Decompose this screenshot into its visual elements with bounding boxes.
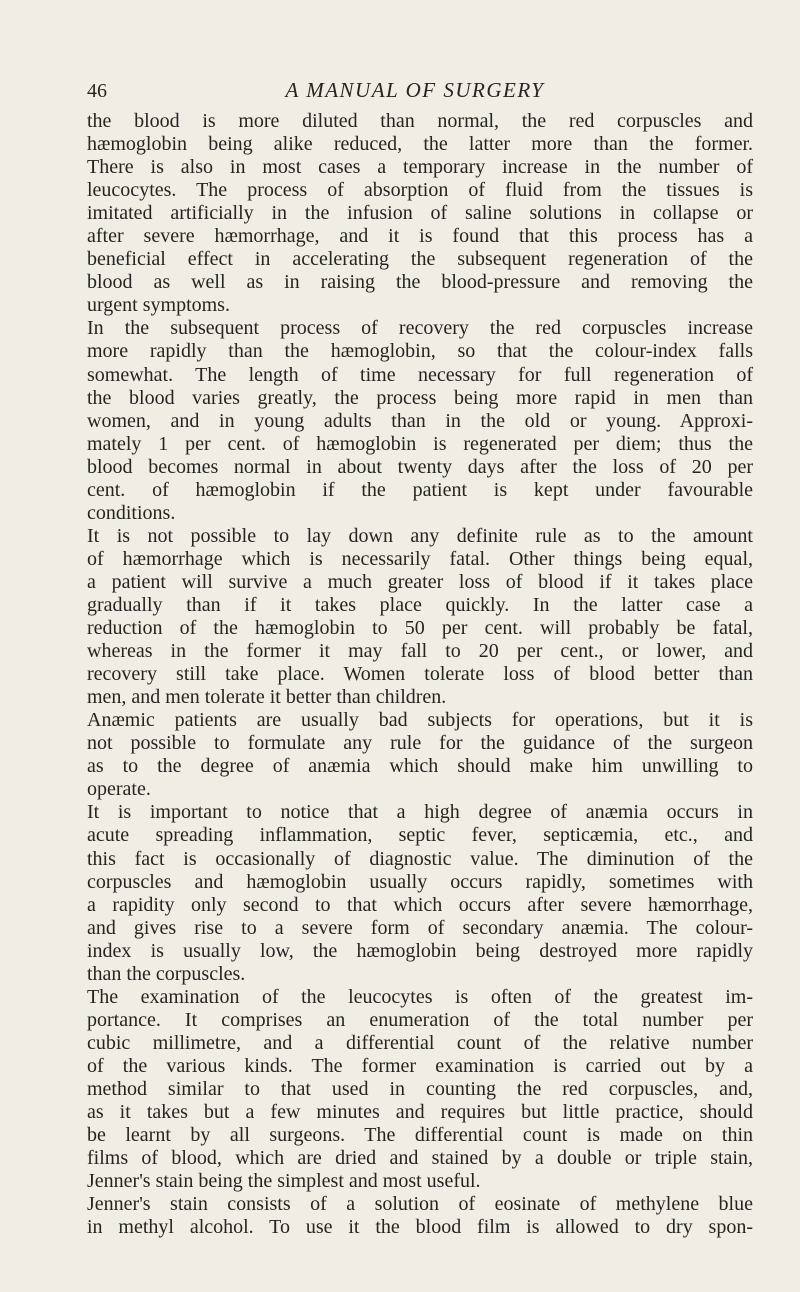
page-number: 46 [87, 80, 107, 102]
text-line: urgent symptoms. [87, 294, 230, 317]
text-line: of hæmorrhage which is necessarily fatal. Other things being equal, [87, 547, 753, 570]
text-line: portance. It comprises an enumeration of the total number per [87, 1008, 753, 1031]
text-line: cent. of hæmoglobin if the patient is kept under favourable [87, 478, 753, 501]
paragraph [87, 709, 753, 801]
text-line: operate. [87, 778, 151, 801]
text-line: Jenner's stain consists of a solution of eosinate of methylene blue [87, 1193, 753, 1216]
text-line: Jenner's stain being the simplest and most useful. [87, 1170, 481, 1193]
text-line: after severe hæmorrhage, and it is found that this process has a [87, 225, 753, 248]
text-line: as it takes but a few minutes and requires but little practice, should [87, 1101, 753, 1124]
text-line: imitated artificially in the infusion of saline solutions in collapse or [87, 202, 753, 225]
text-line: leucocytes. The process of absorption of fluid from the tissues is [87, 179, 753, 202]
text-line: more rapidly than the hæmoglobin, so that the colour-index falls [87, 340, 753, 363]
text-line: It is not possible to lay down any definite rule as to the amount [87, 524, 753, 547]
text-line: It is important to notice that a high degree of anæmia occurs in [87, 801, 753, 824]
text-line: somewhat. The length of time necessary for full regeneration of [87, 363, 753, 386]
paragraph [87, 110, 753, 317]
text-line: than the corpuscles. [87, 962, 246, 985]
text-line: the blood varies greatly, the process being more rapid in men than [87, 386, 753, 409]
paragraph [87, 525, 753, 709]
text-line: Anæmic patients are usually bad subjects for operations, but it is [87, 709, 753, 732]
text-line: a patient will survive a much greater loss of blood if it takes place [87, 570, 753, 593]
paragraph [87, 986, 753, 1193]
text-line: in methyl alcohol. To use it the blood film is allowed to dry spon- [87, 1216, 753, 1239]
text-line: a rapidity only second to that which occurs after severe hæmorrhage, [87, 893, 753, 916]
text-line: blood as well as in raising the blood-pressure and removing the [87, 271, 753, 294]
text-line: be learnt by all surgeons. The differential count is made on thin [87, 1124, 753, 1147]
text-line: In the subsequent process of recovery the red corpuscles increase [87, 317, 753, 340]
text-line: films of blood, which are dried and stained by a double or triple stain, [87, 1147, 753, 1170]
page-body [87, 110, 753, 1239]
running-title: A MANUAL OF SURGERY [285, 78, 545, 102]
text-line: hæmoglobin being alike reduced, the latter more than the former. [87, 133, 753, 156]
text-line: There is also in most cases a temporary increase in the number of [87, 156, 753, 179]
paragraph [87, 317, 753, 524]
paragraph [87, 1193, 753, 1239]
text-line: of the various kinds. The former examination is carried out by a [87, 1054, 753, 1077]
text-line: whereas in the former it may fall to 20 per cent., or lower, and [87, 640, 753, 663]
text-line: as to the degree of anæmia which should make him unwilling to [87, 755, 753, 778]
text-line: acute spreading inflammation, septic fever, septicæmia, etc., and [87, 824, 753, 847]
text-line: men, and men tolerate it better than children. [87, 686, 447, 709]
paragraph [87, 801, 753, 985]
text-line: not possible to formulate any rule for the guidance of the surgeon [87, 732, 753, 755]
text-line: gradually than if it takes place quickly. In the latter case a [87, 593, 753, 616]
text-line: this fact is occasionally of diagnostic value. The diminution of the [87, 847, 753, 870]
text-line: and gives rise to a severe form of secondary anæmia. The colour- [87, 916, 753, 939]
text-line: reduction of the hæmoglobin to 50 per cent. will probably be fatal, [87, 617, 753, 640]
text-line: blood becomes normal in about twenty days after the loss of 20 per [87, 455, 753, 478]
text-line: corpuscles and hæmoglobin usually occurs rapidly, sometimes with [87, 870, 753, 893]
text-line: mately 1 per cent. of hæmoglobin is regenerated per diem; thus the [87, 432, 753, 455]
text-line: women, and in young adults than in the old or young. Approxi- [87, 409, 753, 432]
text-line: cubic millimetre, and a differential count of the relative number [87, 1031, 753, 1054]
text-line: conditions. [87, 501, 176, 524]
text-line: recovery still take place. Women tolerate loss of blood better than [87, 663, 753, 686]
text-line: beneficial effect in accelerating the subsequent regeneration of the [87, 248, 753, 271]
text-line: The examination of the leucocytes is often of the greatest im- [87, 985, 753, 1008]
text-line: the blood is more diluted than normal, the red corpuscles and [87, 110, 753, 132]
text-line: index is usually low, the hæmoglobin being destroyed more rapidly [87, 939, 753, 962]
text-line: method similar to that used in counting the red corpuscles, and, [87, 1077, 753, 1100]
